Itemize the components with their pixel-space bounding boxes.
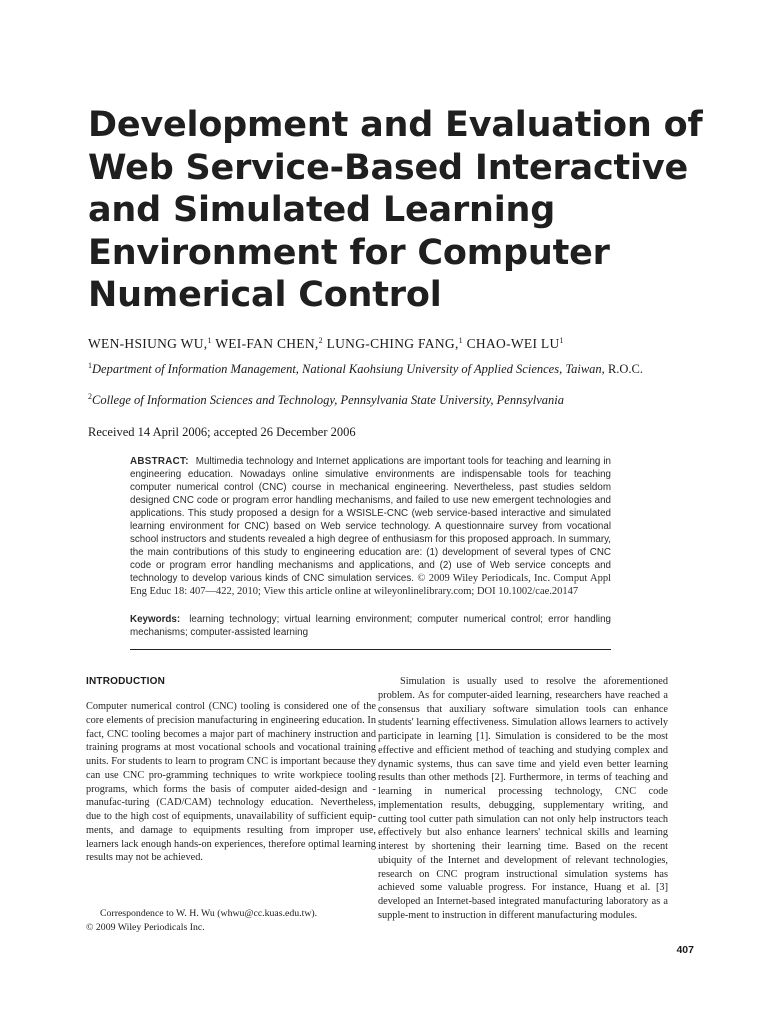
paper-title — [88, 104, 703, 317]
affiliation-text: Department of Information Management, National Kaohsiung University of Applied Sciences, Taiwan, — [92, 362, 605, 376]
body-paragraph: Simulation is usually used to resolve the aforementioned problem. As for computer-aided learning, researchers have reached a consensus that auxiliary software simulation tools can enhance students' learning effectiveness. Simulation allows learners to actively participate in learning [1]. Simulation is considered to be the most effective and efficient method of teaching and studying complex and dynamic systems, thus can save time and yield even better learning results than other methods [2]. Furthermore, in terms of teaching and learning in numerical processing technology, CNC code implementation results, debugging, supplementary writing, and cutting tool cutter path simulation can not only help instructors teach effectively but also enhance learners' technical skills and learning interest by shortening their learning time. Based on the recent ubiquity of the Internet and development of relevant technologies, research on CNC program instructional simulation systems has achieved some valuable progress. For instance, Huang et al. [3] developed an Internet-based integrated manufacturing laboratory as a supple-ment to instruction in different manufacturing modules. — [378, 676, 668, 921]
title-line: Web Service-Based Interactive — [88, 147, 688, 188]
author-list — [88, 336, 564, 352]
affiliation-text: College of Information Sciences and Technology, Pennsylvania State University, Pennsylvania — [92, 393, 565, 407]
abstract-citation: © 2009 Wiley Periodicals, Inc. Comput Appl Eng Educ 18: 407—422, 2010; View this article online at wileyonlinelibrary.com; DOI 10.1002/cae.20147 — [130, 573, 611, 597]
affiliation-2 — [88, 393, 564, 408]
author-affiliation-mark: 1 — [458, 336, 463, 345]
author-name: WEI-FAN CHEN, — [215, 336, 319, 351]
affiliation-mark: 1 — [88, 361, 92, 370]
affiliation-mark: 2 — [88, 392, 92, 401]
keywords — [130, 613, 611, 639]
abstract-label: ABSTRACT: — [130, 456, 189, 467]
author-name: CHAO-WEI LU — [466, 336, 560, 351]
title-line: Environment for Computer — [88, 232, 610, 273]
left-column — [86, 700, 376, 865]
body-paragraph: Computer numerical control (CNC) tooling is considered one of the core elements of precision manufacturing in engineering education. In fact, CNC tooling becomes a major part of machinery instruction and training programs at most vocational schools and vocational training units. For students to learn to program CNC is important because they can use CNC pro-gramming techniques to write workpiece tooling programs, which forms the basis of computer aided-design and -manufac-turing (CAD/CAM) technology education. Nevertheless, due to the high cost of equipments, unavailability of sufficient equip-ments, and damage to equipments resulting from improper use, learners lack enough hands-on experiences, therefore optimal learning results may not be achieved. — [86, 701, 376, 864]
copyright-note: © 2009 Wiley Periodicals Inc. — [86, 922, 205, 933]
keywords-label: Keywords: — [130, 614, 181, 625]
author-name: WEN-HSIUNG WU, — [88, 336, 208, 351]
author-affiliation-mark: 2 — [318, 336, 323, 345]
affiliation-country: R.O.C. — [604, 362, 644, 376]
affiliation-1 — [88, 362, 643, 377]
author-affiliation-mark: 1 — [207, 336, 212, 345]
author-name: LUNG-CHING FANG, — [326, 336, 459, 351]
title-line: and Simulated Learning — [88, 190, 556, 230]
received-dates: Received 14 April 2006; accepted 26 December 2006 — [88, 425, 356, 439]
abstract — [130, 455, 611, 598]
right-column — [378, 675, 668, 923]
abstract-text: Multimedia technology and Internet applications are important tools for teaching and learning in engineering education. Nowadays online simulative environments are indispensable tools for teaching computer numerical control (CNC) course in mechanical engineering. Nevertheless, past studies seldom designed CNC code or program error handling mechanisms, and failed to use new emergent technologies and applications. This study proposed a design for a WSISLE-CNC (web service-based interactive and simulated learning environment for CNC) based on Web service technology. A questionnaire survey from vocational school instructors and students revealed a high degree of enthusiasm for this proposed approach. In summary, the main contributions of this study to engineering education are: (1) development of several types of CNC code or program error handling mechanisms and applications, and (2) use of Web service concepts and technology to develop various kinds of CNC simulation services. — [130, 456, 611, 584]
author-affiliation-mark: 1 — [559, 336, 564, 345]
footnote — [86, 907, 376, 935]
correspondence-note: Correspondence to W. H. Wu (whwu@cc.kuas.edu.tw). — [100, 908, 318, 919]
section-divider — [130, 649, 611, 650]
section-heading: INTRODUCTION — [86, 676, 166, 687]
title-line: Development and Evaluation of — [88, 105, 703, 145]
title-line: Numerical Control — [88, 275, 442, 315]
page-number: 407 — [676, 944, 694, 956]
keywords-text: learning technology; virtual learning environment; computer numerical control; error handling mechanisms; computer-assisted learning — [130, 614, 611, 638]
